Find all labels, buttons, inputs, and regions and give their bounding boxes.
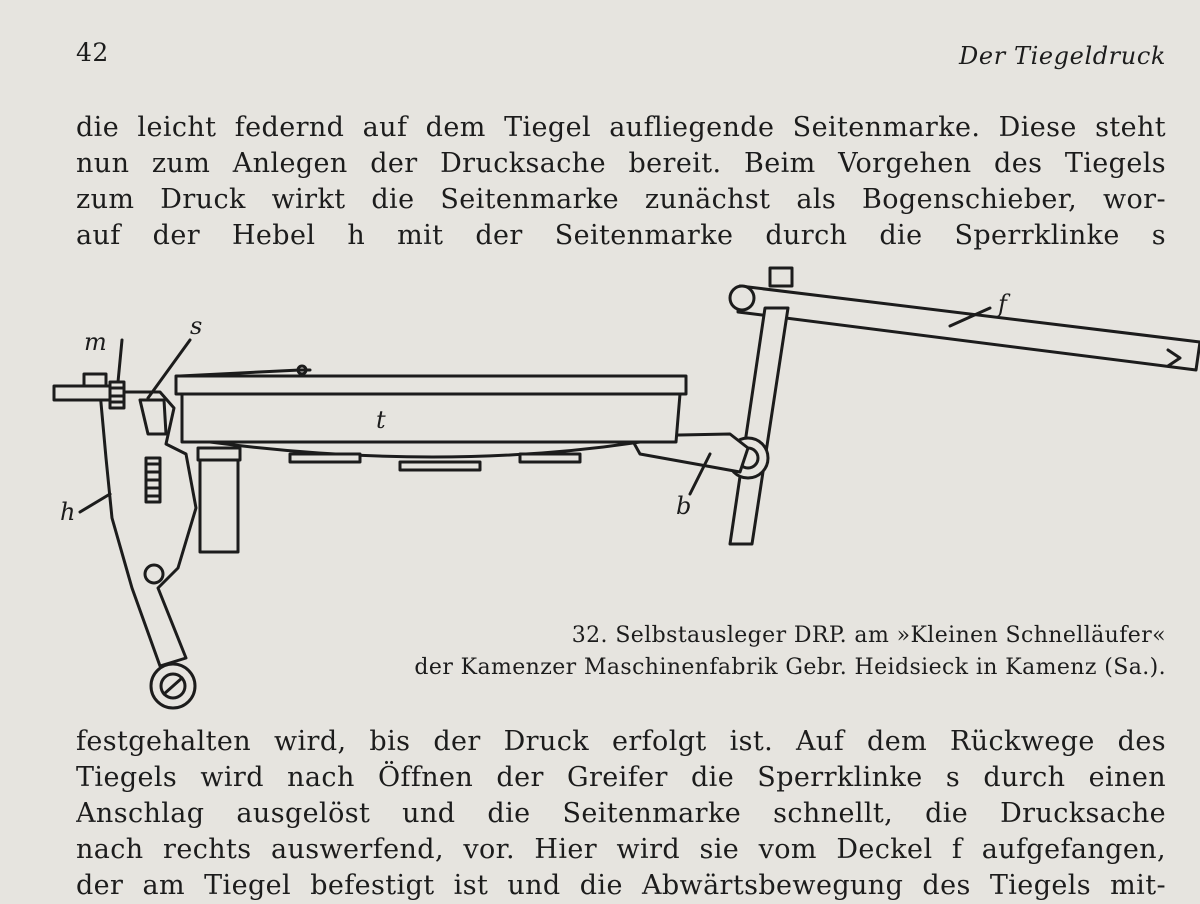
text-line: nun zum Anlegen der Drucksache bereit. Beim Vorgehen des Tiegels xyxy=(76,148,1166,179)
support-post xyxy=(200,456,238,552)
text-line: der am Tiegel befestigt ist und die Abwärtsbewegung des Tiegels mit- xyxy=(76,870,1166,901)
text-line: Anschlag ausgelöst und die Seitenmarke schnellt, die Drucksache xyxy=(76,798,1166,829)
text-line: zum Druck wirkt die Seitenmarke zunächst als Bogenschieber, wor- xyxy=(76,184,1166,215)
label-f: f xyxy=(998,290,1007,318)
label-h: h xyxy=(60,498,76,526)
body-paragraph-bottom xyxy=(76,724,1166,904)
text-line: die leicht federnd auf dem Tiegel aufliegende Seitenmarke. Diese steht xyxy=(76,112,1166,143)
caption-line: 32. Selbstausleger DRP. am »Kleinen Schnelläufer« xyxy=(571,623,1166,648)
text-line: Tiegels wird nach Öffnen der Greifer die Sperrklinke s durch einen xyxy=(76,762,1166,793)
label-s: s xyxy=(190,312,203,340)
platen-top xyxy=(176,376,686,394)
running-title: Der Tiegeldruck xyxy=(959,42,1166,70)
vertical-rod xyxy=(730,308,788,544)
label-b: b xyxy=(676,492,692,520)
text-line: festgehalten wird, bis der Druck erfolgt ist. Auf dem Rückwege des xyxy=(76,726,1166,757)
figure-caption xyxy=(414,620,1166,684)
label-t: t xyxy=(376,406,386,434)
caption-line: der Kamenzer Maschinenfabrik Gebr. Heidsieck in Kamenz (Sa.). xyxy=(414,655,1166,680)
body-paragraph-top xyxy=(76,110,1166,254)
platen-body xyxy=(182,394,680,442)
label-m: m xyxy=(84,328,107,356)
page-number: 42 xyxy=(76,38,109,67)
text-line: nach rechts auswerfend, vor. Hier wird sie vom Deckel f aufgefangen, xyxy=(76,834,1166,865)
cover-bar-f xyxy=(738,286,1200,370)
text-line: auf der Hebel h mit der Seitenmarke durch die Sperrklinke s xyxy=(76,220,1166,251)
